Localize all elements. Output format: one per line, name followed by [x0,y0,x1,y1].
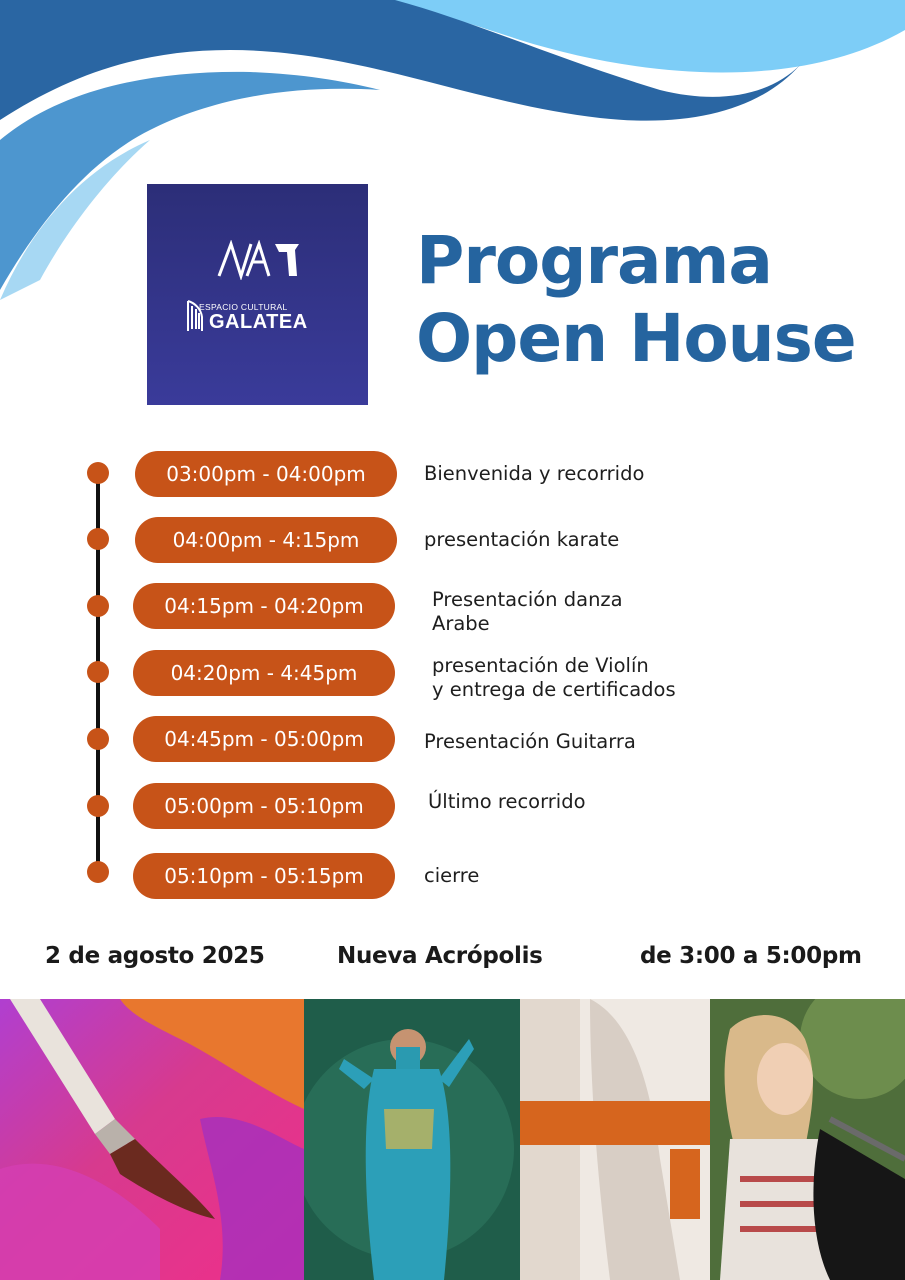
page-title-line-1: Programa [416,222,772,299]
schedule-description: presentación de Violín y entrega de certificados [432,654,676,701]
schedule-description: Presentación danza Arabe [432,588,623,635]
schedule-description: Último recorrido [428,790,586,813]
event-venue: Nueva Acrópolis [337,943,543,969]
schedule-time-pill: 03:00pm - 04:00pm [135,451,397,497]
event-hours: de 3:00 a 5:00pm [640,943,862,969]
event-date: 2 de agosto 2025 [45,943,265,969]
timeline-dot [87,528,109,550]
schedule-time-pill: 04:00pm - 4:15pm [135,517,397,563]
page-title-line-2: Open House [416,300,856,377]
page-title [416,222,856,378]
logo-subtitle: ESPACIO CULTURAL [199,302,288,312]
karate-belt-photo [520,999,710,1280]
timeline-dot [87,595,109,617]
schedule-time-pill: 04:45pm - 05:00pm [133,716,395,762]
arabic-dancer-photo [304,999,520,1280]
arabic-dancer-image [304,999,520,1280]
schedule-description: Presentación Guitarra [424,730,636,753]
timeline-dot [87,728,109,750]
schedule-time-pill: 05:00pm - 05:10pm [133,783,395,829]
logo-box [147,184,368,405]
schedule-time-pill: 05:10pm - 05:15pm [133,853,395,899]
schedule-time-pill: 04:15pm - 04:20pm [133,583,395,629]
schedule-description: cierre [424,864,480,887]
timeline-dot [87,661,109,683]
schedule-time-pill: 04:20pm - 4:45pm [133,650,395,696]
girl-guitar-photo [710,999,905,1280]
logo-name: GALATEA [209,311,308,333]
nueva-acropolis-logo-icon [217,240,301,280]
timeline-dot [87,795,109,817]
paintbrush-image [0,999,304,1280]
schedule-description: presentación karate [424,528,620,551]
paintbrush-photo [0,999,304,1280]
timeline-dot [87,462,109,484]
timeline-dot [87,861,109,883]
schedule-description: Bienvenida y recorrido [424,462,645,485]
karate-belt-image [520,999,710,1280]
girl-guitar-image [710,999,905,1280]
